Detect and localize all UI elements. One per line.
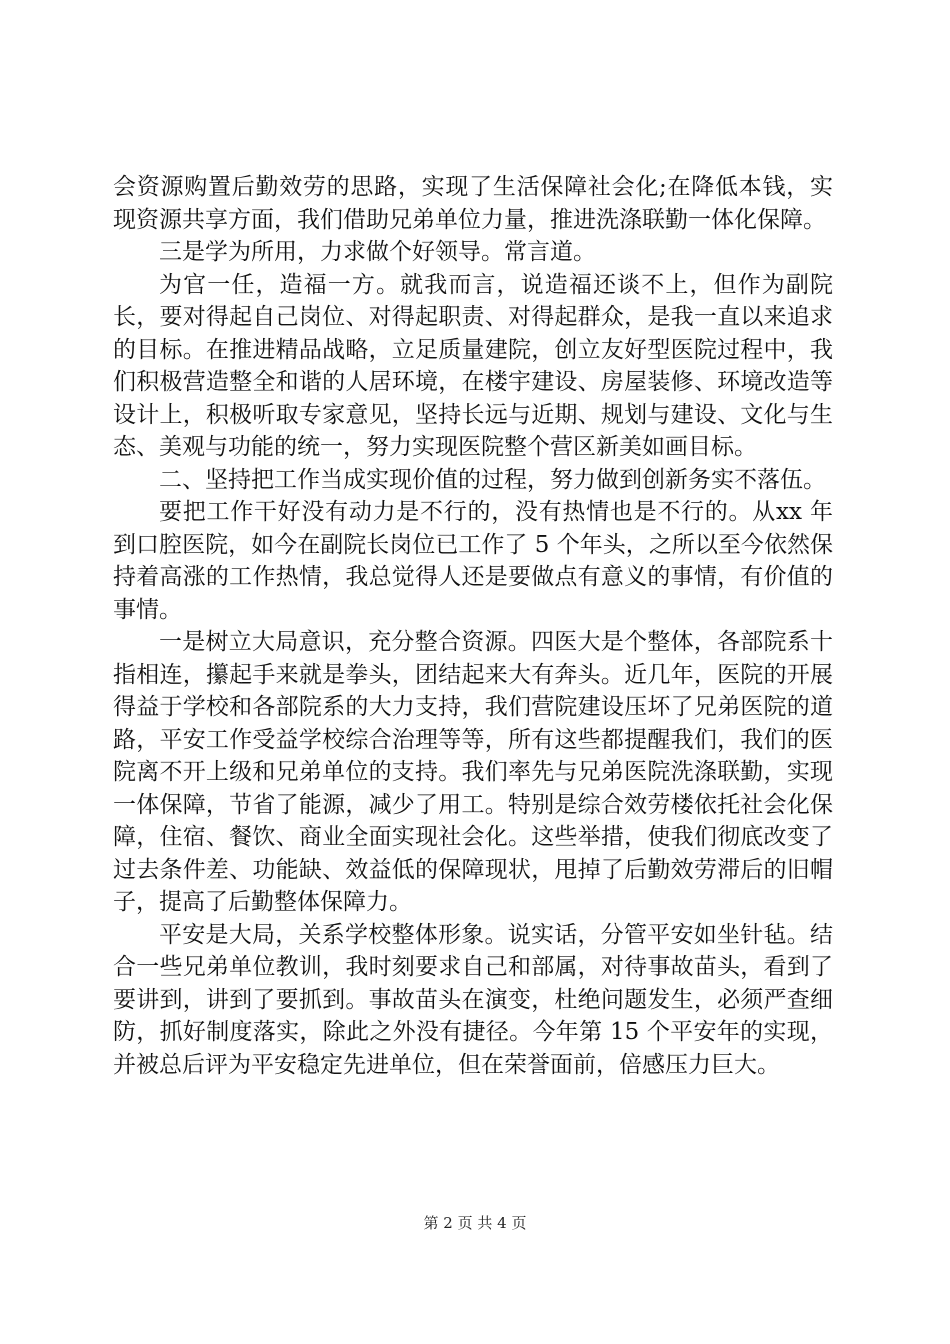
paragraph-7: 平安是大局，关系学校整体形象。说实话，分管平安如坐针毡。结合一些兄弟单位教训，我时刻要求自己和部属，对待事故苗头，看到了要讲到，讲到了要抓到。事故苗头在演变，杜绝问题发生，必须严查细防，抓好制度落实，除此之外没有捷径。今年第 15 个平安年的实现，并被总后评为平安稳定先进单位，但在荣誉面前，倍感压力巨大。: [113, 921, 833, 1078]
page-footer: 第 2 页 共 4 页: [423, 1214, 527, 1232]
paragraph-2: 三是学为所用，力求做个好领导。常言道。: [159, 239, 596, 265]
document-body: [113, 171, 833, 1081]
paragraph-4: 二、坚持把工作当成实现价值的过程，努力做到创新务实不落伍。: [159, 466, 826, 493]
paragraph-6: 一是树立大局意识，充分整合资源。四医大是个整体，各部院系十指相连，攥起手来就是拳头，团结起来大有奔头。近几年，医院的开展得益于学校和各部院系的大力支持，我们营院建设压坏了兄弟医院的道路，平安工作受益学校综合治理等等，所有这些都提醒我们，我们的医院离不开上级和兄弟单位的支持。我们率先与兄弟医院洗涤联勤，实现一体保障，节省了能源，减少了用工。特别是综合效劳楼依托社会化保障，住宿、餐饮、商业全面实现社会化。这些举措，使我们彻底改变了过去条件差、功能缺、效益低的保障现状，甩掉了后勤效劳滞后的旧帽子，提高了后勤整体保障力。: [113, 629, 833, 915]
paragraph-3: 为官一任，造福一方。就我而言，说造福还谈不上，但作为副院长，要对得起自己岗位、对得起职责、对得起群众，是我一直以来追求的目标。在推进精品战略，立足质量建院，创立友好型医院过程中，我们积极营造整全和谐的人居环境，在楼宇建设、房屋装修、环境改造等设计上，积极听取专家意见，坚持长远与近期、规划与建设、文化与生态、美观与功能的统一，努力实现医院整个营区新美如画目标。: [113, 271, 833, 460]
paragraph-1: 会资源购置后勤效劳的思路，实现了生活保障社会化;在降低本钱，实现资源共享方面，我们借助兄弟单位力量，推进洗涤联勤一体化保障。: [113, 174, 833, 233]
paragraph-5: 要把工作干好没有动力是不行的，没有热情也是不行的。从xx 年到口腔医院，如今在副院长岗位已工作了 5 个年头，之所以至今依然保持着高涨的工作热情，我总觉得人还是要做点有意义的事情，有价值的事情。: [113, 499, 833, 623]
